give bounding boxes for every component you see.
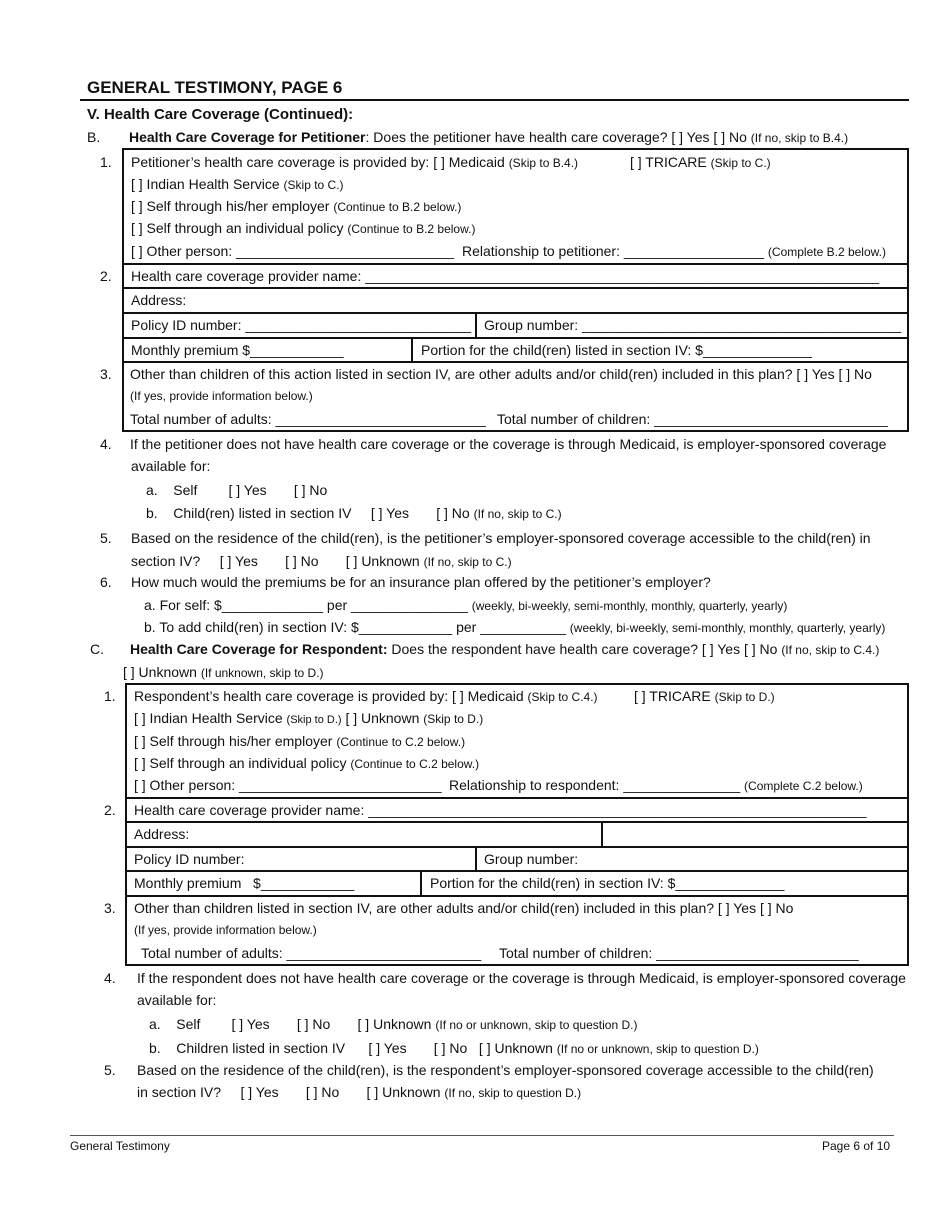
- c3-other-children: Other than children listed in section IV, are other adults and/or child(ren) included in this plan? [ ] Yes [ ] No: [134, 900, 794, 916]
- c1-relationship-line: [449, 778, 863, 792]
- b1-relationship-line: [462, 244, 886, 258]
- c4b-line: [149, 1041, 759, 1055]
- c1-ihs-line: [134, 711, 483, 726]
- b5-line2: section IV? [ ] Yes [ ] No [ ] Unknown: [131, 553, 420, 569]
- b1-employer-line: [131, 199, 461, 213]
- b1-individual-note: (Continue to B.2 below.): [347, 222, 476, 236]
- b5-line2-wrap: [131, 554, 512, 568]
- c4a-line: [149, 1017, 637, 1031]
- b4b-children: b. Child(ren) listed in section IV [ ] Yes [ ] No: [146, 505, 470, 521]
- item-number: 5.: [100, 530, 112, 546]
- section-c-unknown-line: [123, 665, 324, 679]
- rule: [122, 337, 909, 339]
- section-b-letter: B.: [87, 129, 101, 145]
- rule: [420, 870, 422, 896]
- b3-if-yes: (If yes, provide information below.): [130, 389, 313, 403]
- b1-individual-line: [131, 221, 475, 235]
- item-number: 4.: [100, 436, 112, 452]
- section-heading: V. Health Care Coverage (Continued):: [87, 106, 354, 123]
- b4a-self: a. Self [ ] Yes [ ] No: [146, 482, 328, 498]
- c1-ihs: [ ] Indian Health Service: [134, 710, 283, 726]
- section-b-question-line: [129, 130, 848, 144]
- rule: [122, 287, 909, 289]
- b1-ihs-note: (Skip to C.): [283, 178, 344, 192]
- rule: [125, 797, 909, 799]
- c3-total-children: Total number of children: __________________________: [499, 945, 859, 961]
- b6b-line: [144, 620, 885, 634]
- c1-employer-note: (Continue to C.2 below.): [336, 735, 466, 749]
- c1-line: [134, 689, 598, 703]
- b1-employer: [ ] Self through his/her employer: [131, 198, 330, 214]
- c3-total-adults: Total number of adults: _________________________: [141, 945, 482, 961]
- rule: [475, 312, 477, 338]
- c1-unknown: [ ] Unknown: [345, 710, 420, 726]
- c4b-note: (If no or unknown, skip to question D.): [556, 1042, 759, 1056]
- c2-group-number: Group number:: [484, 851, 579, 867]
- c1-individual: [ ] Self through an individual policy: [134, 755, 347, 771]
- item-number: 1.: [100, 154, 112, 170]
- rule: [601, 821, 603, 847]
- b2-monthly-premium: Monthly premium $____________: [131, 342, 344, 358]
- c4-line1: If the respondent does not have health care coverage or the coverage is through Medicaid, is employer-sponsored coverage: [137, 970, 906, 986]
- section-c-question: Does the respondent have health care coverage? [ ] Yes [ ] No: [387, 641, 778, 657]
- c1-medicaid-note: (Skip to C.4.): [527, 690, 598, 704]
- page-title: GENERAL TESTIMONY, PAGE 6: [87, 78, 343, 97]
- b6a-line: [144, 598, 787, 612]
- rule: [125, 821, 909, 823]
- c4a-note: (If no or unknown, skip to question D.): [435, 1018, 638, 1032]
- b2-group-number: Group number: _________________________________________: [484, 317, 902, 333]
- section-c-skip: (If no, skip to C.4.): [781, 643, 880, 657]
- c1-relationship-note: (Complete C.2 below.): [744, 779, 863, 793]
- c4a-self: a. Self [ ] Yes [ ] No [ ] Unknown: [149, 1016, 432, 1032]
- b6a-note: (weekly, bi-weekly, semi-monthly, monthly, quarterly, yearly): [471, 599, 788, 613]
- b3-total-children: Total number of children: ______________________________: [497, 411, 888, 427]
- b6-question: How much would the premiums be for an insurance plan offered by the petitioner’s employer?: [131, 574, 711, 590]
- b1-individual: [ ] Self through an individual policy: [131, 220, 344, 236]
- rule: [125, 870, 909, 872]
- c1-tricare-line: [634, 689, 775, 703]
- c1-tricare: [ ] TRICARE: [634, 688, 711, 704]
- b1-tricare-line: [630, 155, 771, 169]
- c1-relationship: Relationship to respondent: _______________: [449, 777, 741, 793]
- c1-employer-line: [134, 734, 465, 748]
- b2-address: Address:: [131, 292, 187, 308]
- section-c-unknown: [ ] Unknown: [123, 664, 197, 680]
- section-c-unknown-note: (If unknown, skip to D.): [200, 666, 324, 680]
- c1-individual-line: [134, 756, 479, 770]
- b1-relationship-note: (Complete B.2 below.): [767, 245, 886, 259]
- item-number: 1.: [104, 688, 116, 704]
- c1-unknown-note: (Skip to D.): [423, 712, 484, 726]
- section-b-skip: (If no, skip to B.4.): [750, 131, 849, 145]
- c1-provided-by: Respondent’s health care coverage is provided by: [ ] Medicaid: [134, 688, 524, 704]
- item-number: 5.: [104, 1062, 116, 1078]
- rule: [411, 337, 413, 362]
- section-b-heading: Health Care Coverage for Petitioner: [129, 129, 366, 145]
- c2-policy-id: Policy ID number:: [134, 851, 245, 867]
- b1-provided-by: Petitioner’s health care coverage is provided by: [ ] Medicaid: [131, 154, 505, 170]
- b2-portion: Portion for the child(ren) listed in section IV: $______________: [421, 342, 812, 358]
- item-number: 6.: [100, 574, 112, 590]
- item-number: 3.: [100, 366, 112, 382]
- b3-total-adults: Total number of adults: ___________________________: [130, 411, 486, 427]
- b4-line2: available for:: [131, 458, 211, 474]
- b6b-children: b. To add child(ren) in section IV: $____________ per ___________: [144, 619, 566, 635]
- c5-line1: Based on the residence of the child(ren), is the respondent’s employer-sponsored coverage accessible to the child(ren): [137, 1062, 874, 1078]
- item-number: 2.: [100, 268, 112, 284]
- c4b-children: b. Children listed in section IV [ ] Yes [ ] No [ ] Unknown: [149, 1040, 553, 1056]
- b5-line1: Based on the residence of the child(ren), is the petitioner’s employer-sponsored coverage accessible to the child(ren) in: [131, 530, 871, 546]
- rule: [122, 263, 909, 265]
- b2-policy-id: Policy ID number: _____________________________: [131, 317, 472, 333]
- c1-tricare-note: (Skip to D.): [714, 690, 775, 704]
- rule: [125, 846, 909, 848]
- b1-ihs-line: [131, 177, 344, 191]
- c2-address: Address:: [134, 826, 190, 842]
- item-number: 2.: [104, 802, 116, 818]
- b2-provider-name: Health care coverage provider name: __________________________________________________________________: [131, 268, 880, 284]
- b1-relationship: Relationship to petitioner: __________________: [462, 243, 765, 259]
- b1-line: [131, 155, 578, 169]
- b1-tricare-note: (Skip to C.): [710, 156, 771, 170]
- c4-line2: available for:: [137, 992, 217, 1008]
- rule: [122, 361, 909, 363]
- rule: [475, 846, 477, 871]
- b4-line1: If the petitioner does not have health care coverage or the coverage is through Medicaid, is employer-sponsored coverage: [130, 436, 887, 452]
- b1-other-person: [ ] Other person: ____________________________: [131, 243, 455, 259]
- b1-medicaid-note: (Skip to B.4.): [508, 156, 579, 170]
- c5-note: (If no, skip to question D.): [444, 1086, 582, 1100]
- c5-line2: in section IV? [ ] Yes [ ] No [ ] Unknown: [137, 1084, 441, 1100]
- section-c-question-line: [130, 642, 879, 656]
- c2-provider-name: Health care coverage provider name: ________________________________________________________________: [134, 802, 867, 818]
- b4b-line: [146, 506, 562, 520]
- b5-note: (If no, skip to C.): [423, 555, 512, 569]
- c1-employer: [ ] Self through his/her employer: [134, 733, 333, 749]
- c2-monthly-premium: Monthly premium $____________: [134, 875, 355, 891]
- footer-page-number: Page 6 of 10: [822, 1139, 891, 1153]
- b6a-self: a. For self: $_____________ per _______________: [144, 597, 468, 613]
- c1-other-person: [ ] Other person: __________________________: [134, 777, 442, 793]
- title-rule: [80, 99, 909, 101]
- item-number: 4.: [104, 970, 116, 986]
- c5-line2-wrap: [137, 1085, 581, 1099]
- b6b-note: (weekly, bi-weekly, semi-monthly, monthly, quarterly, yearly): [569, 621, 886, 635]
- section-c-heading: Health Care Coverage for Respondent:: [130, 641, 388, 657]
- footer-rule: [70, 1135, 894, 1136]
- section-b-question: : Does the petitioner have health care coverage? [ ] Yes [ ] No: [365, 129, 747, 145]
- c3-if-yes: (If yes, provide information below.): [134, 923, 317, 937]
- footer-left: General Testimony: [70, 1139, 170, 1153]
- rule: [125, 895, 909, 897]
- c2-portion: Portion for the child(ren) in section IV: $______________: [430, 875, 785, 891]
- b1-ihs: [ ] Indian Health Service: [131, 176, 280, 192]
- section-c-letter: C.: [90, 641, 104, 657]
- item-number: 3.: [104, 900, 116, 916]
- b4b-note: (If no, skip to C.): [473, 507, 562, 521]
- b3-other-children: Other than children of this action listed in section IV, are other adults and/or child(ren) included in this plan? [ ] Yes [ ] No: [130, 366, 872, 382]
- c1-ihs-note: (Skip to D.): [286, 714, 342, 726]
- b1-employer-note: (Continue to B.2 below.): [333, 200, 462, 214]
- rule: [122, 312, 909, 314]
- c1-individual-note: (Continue to C.2 below.): [350, 757, 480, 771]
- b1-tricare: [ ] TRICARE: [630, 154, 707, 170]
